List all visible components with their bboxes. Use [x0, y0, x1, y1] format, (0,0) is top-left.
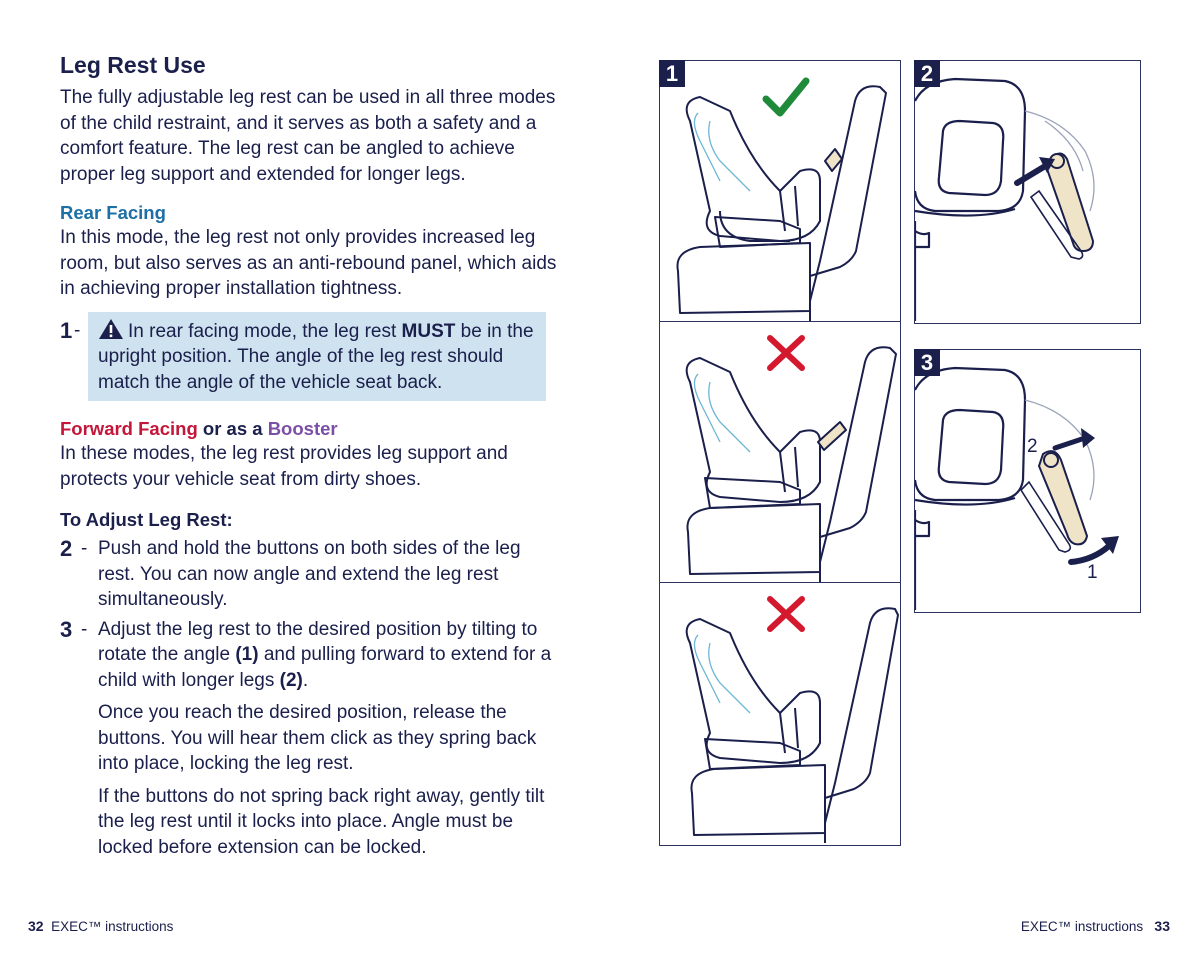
warning-box: In rear facing mode, the leg rest MUST be in the upright position. The angle of the leg rest should match the angle of the vehicle seat back.: [88, 312, 546, 402]
forward-facing-heading: Forward Facing or as a Booster: [60, 418, 338, 439]
lock-paragraph: If the buttons do not spring back right away, gently tilt the leg rest until it locks into place. Angle must be locked before extension can be locked.: [98, 785, 545, 858]
extend-arrow-label: 2: [1027, 436, 1038, 457]
must-emphasis: MUST: [401, 320, 456, 342]
warning-step-number: 1: [60, 317, 73, 343]
cross-icon: [660, 322, 900, 584]
legrest-closeup-illustration: [915, 61, 1140, 323]
footer-right: [1021, 918, 1170, 934]
check-icon: [660, 61, 900, 323]
cross-icon: [660, 583, 900, 845]
page-title: Leg Rest Use: [60, 52, 206, 78]
text-column: [60, 52, 560, 860]
forward-facing-text: In these modes, the leg rest provides leg support and protects your vehicle seat from dirty shoes.: [60, 443, 508, 490]
figure-1-correct: [659, 60, 901, 324]
release-paragraph: Once you reach the desired position, release the buttons. You will hear them click as they spring back into place, locking the leg rest.: [98, 702, 537, 774]
footer-label-right: EXEC™ instructions: [1020, 919, 1144, 934]
figure-1c-incorrect: [659, 582, 901, 846]
figure-3-badge: 3: [914, 349, 940, 376]
figure-1-badge: 1: [659, 60, 685, 87]
figure-2: [914, 60, 1141, 324]
step-2-text: Push and hold the buttons on both sides of the leg rest. You can now angle and extend the leg rest simultaneously.: [98, 538, 521, 610]
rear-facing-text: In this mode, the leg rest not only provides increased leg room, but also serves as an anti-rebound panel, which aids in achieving proper installation tightness.: [60, 227, 557, 299]
intro-paragraph: The fully adjustable leg rest can be used in all three modes of the child restraint, and it serves as both a safety and a comfort feature. The leg rest can be angled to achieve proper leg support and extended for longer legs.: [60, 87, 556, 185]
adjust-heading: To Adjust Leg Rest:: [60, 509, 233, 530]
rear-facing-heading: Rear Facing: [60, 202, 166, 223]
rotate-arrow-label: 1: [1087, 562, 1098, 583]
page-number-left: 32: [28, 918, 44, 934]
step-3-text: Adjust the leg rest to the desired position by tilting to rotate the angle (1) and pulling forward to extend for a child with longer legs (2).: [98, 618, 552, 691]
legrest-adjust-illustration: [915, 350, 1140, 612]
figure-3: [914, 349, 1141, 613]
step-3: 3 - Adjust the leg rest to the desired position by tilting to rotate the angle (1) and pulling forward to extend for a child with longer legs (2). Once you reach the desired position, release the buttons. You will hear them click as they spring back into place, locking the leg rest. If the buttons do not spring back right away, gently tilt the leg rest until it locks into place. Angle must be locked before extension can be locked.: [60, 617, 560, 861]
extend-arrow-icon: [1055, 428, 1095, 448]
warning-callout: 1 - In rear facing mode, the leg rest MUST be in the upright position. The angle of the leg rest should match the angle of the vehicle seat back.: [0, 312, 560, 402]
figure-2-badge: 2: [914, 60, 940, 87]
page-number-right: 33: [1154, 918, 1170, 934]
footer-left: [28, 918, 173, 934]
footer-label-left: EXEC™ instructions: [51, 919, 174, 934]
step-2: 2 - Push and hold the buttons on both sides of the leg rest. You can now angle and extend the leg rest simultaneously.: [60, 536, 560, 613]
figure-1b-incorrect: [659, 321, 901, 585]
warning-triangle-icon: [98, 318, 124, 340]
